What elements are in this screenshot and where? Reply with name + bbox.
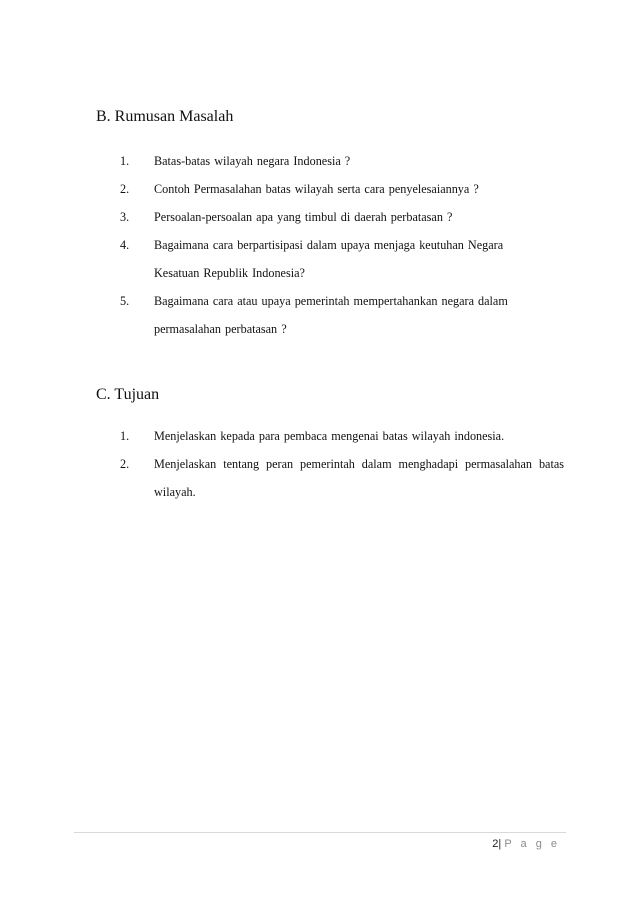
list-item: [120, 175, 564, 203]
list-item: [120, 422, 564, 450]
list-item-number: 2.: [120, 182, 130, 196]
list-item-number: 5.: [120, 294, 130, 308]
list-item: [120, 287, 534, 343]
list-item-number: 4.: [120, 238, 130, 252]
section-b-heading: B. Rumusan Masalah: [96, 108, 234, 125]
tujuan-list: [120, 422, 564, 506]
list-item: [120, 450, 564, 506]
list-item-number: 1.: [120, 154, 130, 168]
list-item-number: 3.: [120, 210, 130, 224]
list-item-text: Bagaimana cara berpartisipasi dalam upaya menjaga keutuhan Negara Kesatuan Republik Indonesia?: [154, 238, 504, 280]
page-separator: |: [498, 838, 502, 850]
page-label: P a g e: [504, 838, 560, 850]
list-item-text: Menjelaskan tentang peran pemerintah dalam menghadapi permasalahan batas wilayah.: [154, 457, 564, 499]
list-item-text: Menjelaskan kepada para pembaca mengenai batas wilayah indonesia.: [154, 429, 505, 443]
list-item: [120, 203, 564, 231]
list-item-number: 1.: [120, 429, 130, 443]
list-item-text: Batas-batas wilayah negara Indonesia ?: [154, 154, 351, 168]
list-item-number: 2.: [120, 457, 130, 471]
page-number: 2: [492, 838, 499, 850]
page-footer: [492, 838, 560, 850]
list-item: [120, 231, 524, 287]
section-c-heading: C. Tujuan: [96, 386, 160, 403]
list-item-text: Contoh Permasalahan batas wilayah serta cara penyelesaiannya ?: [154, 182, 479, 196]
list-item: [120, 147, 564, 175]
list-item-text: Persoalan-persoalan apa yang timbul di daerah perbatasan ?: [154, 210, 453, 224]
list-item-text: Bagaimana cara atau upaya pemerintah mempertahankan negara dalam permasalahan perbatasan ?: [154, 294, 508, 336]
rumusan-masalah-list: [120, 147, 564, 343]
footer-divider: [74, 832, 566, 833]
